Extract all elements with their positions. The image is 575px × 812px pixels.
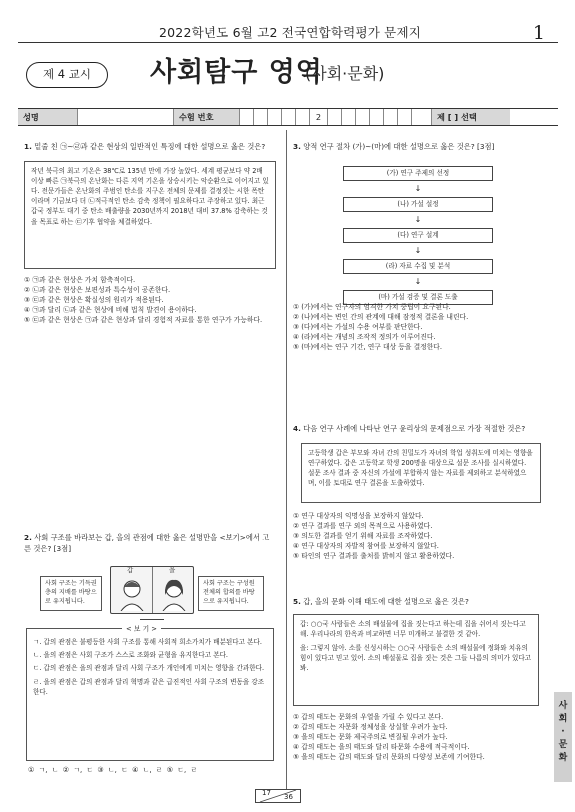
bogi-item-4: ㄹ. 을의 관점은 갑의 관점과 달리 혁명과 같은 급진적인 사회 구조의 변동을 강조한다.: [33, 677, 265, 696]
header-divider: [18, 42, 558, 43]
screen-split: [152, 567, 153, 613]
page-number: 1: [532, 22, 545, 44]
choice-4[interactable]: ④ ㉠과 달리 ㉡과 같은 현상에 비해 법칙 발견이 용이하다.: [24, 305, 197, 314]
choice-2[interactable]: ② 갑의 태도는 자문화 정체성을 상실할 우려가 높다.: [293, 722, 448, 731]
side-tab-char: 화: [558, 753, 568, 763]
side-tab-char: ·: [561, 727, 565, 737]
choice-1[interactable]: ① (가)에서는 연구자의 엄격한 가치 중립이 요구된다.: [293, 303, 451, 311]
flow-step-1: (가) 연구 주제의 선정: [343, 166, 493, 181]
question-stem: 1. 밑줄 친 ㉠~㉣과 같은 현상의 일반적인 특징에 대한 설명으로 옳은 것은?: [24, 142, 266, 151]
choice-3[interactable]: ③ 을의 태도는 문화 제국주의로 변질될 우려가 높다.: [293, 732, 448, 741]
arrow-down-icon: ↓: [414, 215, 422, 224]
subject-title: 사회탐구 영역: [150, 57, 323, 88]
dialogue-box: [293, 614, 539, 706]
flow-step-3: (다) 연구 설계: [343, 228, 493, 243]
bogi-box: [26, 625, 274, 761]
debate-illustration: [40, 566, 265, 620]
name-field[interactable]: [78, 109, 174, 125]
page-footer: [255, 789, 301, 803]
choice-5[interactable]: ⑤ 타인의 연구 결과를 출처를 밝히지 않고 활용하였다.: [293, 551, 455, 560]
choice-1[interactable]: ① ㉠과 같은 현상은 가치 함축적이다.: [24, 275, 136, 284]
bogi-title: < 보 기 >: [122, 624, 161, 635]
choice-2[interactable]: ② (나)에서는 변인 간의 관계에 대해 잠정적 결론을 내린다.: [293, 313, 469, 322]
choice-3[interactable]: ③ (다)에서는 가설의 수용 여부를 판단한다.: [293, 323, 423, 332]
passage-box: 작년 북극의 최고 기온은 38℃로 135년 만에 가장 높았다. 세계 평균보다 약 2배 이상 빠른 ㉠북극의 온난화는 다른 지역 기온을 상승시키는 악순환으로 이어지고 있다. 전문가들은 온난화의 주범인 탄소를 지구온 전체의 문제를 결정짓는 시한 폭탄이라며 기금보다 더 ㉡적극적인 탄소 감축 정책이 필요하다고 주장하고 있다. 최근 갑국 정부도 대기 중 탄소 배출량을 2030년까지 2018년 대비 37.8% 감축하는 것을 목표로 하는 ㉢기후 협약을 체결하였다.: [24, 161, 276, 269]
flow-step-4: (라) 자료 수집 및 분석: [343, 259, 493, 274]
exam-digit-cell[interactable]: [328, 109, 342, 125]
question-4: [293, 424, 548, 561]
subject-side-tab: [554, 692, 572, 782]
arrow-down-icon: ↓: [414, 184, 422, 193]
name-label: 성명: [18, 109, 78, 125]
arrow-down-icon: ↓: [414, 246, 422, 255]
choice-list: [293, 712, 548, 762]
question-stem: 2. 사회 구조를 바라보는 갑, 을의 관점에 대한 옳은 설명만을 <보기>에서 고른 것은? [3점]: [24, 533, 270, 553]
flow-step-2: (나) 가설 설정: [343, 197, 493, 212]
choice-5[interactable]: ⑤ 을의 태도는 갑의 태도와 달리 문화의 다양성 보존에 기여한다.: [293, 752, 485, 761]
choice-list: [24, 275, 276, 325]
question-5: [293, 597, 548, 762]
info-bar: [18, 108, 558, 126]
bogi-item-2: ㄴ. 을의 관점은 사회 구조가 스스로 조화와 균형을 유지한다고 본다.: [33, 651, 229, 660]
choice-1[interactable]: ① 연구 대상자의 익명성을 보장하지 않았다.: [293, 511, 424, 520]
exam-digit-fixed: 2: [310, 109, 328, 125]
choice-4[interactable]: ④ 갑의 태도는 을의 태도와 달리 타문화 수용에 적극적이다.: [293, 742, 470, 751]
side-tab-char: 문: [558, 740, 568, 750]
exam-number-label: 수험 번호: [174, 109, 240, 125]
speaker-label-a: 갑: [127, 566, 134, 574]
passage-box: 고등학생 갑은 부모와 자녀 간의 친밀도가 자녀의 학업 성취도에 미치는 영향을 연구하였다. 갑은 고등학교 학생 200명을 대상으로 설문 조사를 실시하였다. 설문 조사 결과 중 자신의 가설에 부합하지 않는 자료를 제외하고 분석하였으며, 이를 토대로 연구 결론을 도출하였다.: [301, 443, 541, 503]
question-1: [24, 142, 276, 325]
side-tab-char: 회: [558, 714, 568, 724]
choice-2[interactable]: ② ㉡과 같은 현상은 보편성과 특수성이 공존한다.: [24, 285, 171, 294]
flow-step-5: (마) 가설 검증 및 결론 도출: [343, 290, 493, 305]
footer-total: 36: [284, 793, 293, 801]
speech-bubble-a: 사회 구조는 기득권층의 지배를 바탕으로 유지됩니다.: [40, 576, 102, 611]
period-badge: 제 4 교시: [26, 62, 108, 88]
research-flowchart: [343, 166, 493, 305]
answer-choices[interactable]: ① ㄱ, ㄴ ② ㄱ, ㄷ ③ ㄴ, ㄷ ④ ㄴ, ㄹ ⑤ ㄷ, ㄹ: [28, 766, 198, 774]
speech-bubble-b: 사회 구조는 구성원 전체의 합의를 바탕으로 유지됩니다.: [198, 576, 264, 611]
exam-digit-cell[interactable]: [240, 109, 254, 125]
exam-digit-cell[interactable]: [254, 109, 268, 125]
choice-5[interactable]: ⑤ (마)에서는 연구 기간, 연구 대상 등을 결정한다.: [293, 343, 443, 352]
exam-digit-cell[interactable]: [296, 109, 310, 125]
speaker-label-b: 을: [169, 566, 176, 574]
question-3: [293, 142, 548, 153]
subject-subtitle: (사회·문화): [305, 64, 385, 83]
dialogue-b: 을: 그렇지 않아. 소를 신성시하는 ○○국 사람들은 소의 배설물에 정화와 치유의 힘이 있다고 믿고 있어. 소의 배설물로 집을 짓는 것은 그들 나름의 의미가 있다고 봐.: [300, 644, 532, 673]
dialogue-a: 갑: ○○국 사람들은 소의 배설물에 집을 짓는다고 하는데 집을 쉬어서 짓는다고 해. 우리나라의 한옥과 비교하면 너무 미개하고 불결한 것 같아.: [300, 619, 526, 638]
choice-4[interactable]: ④ (라)에서는 개념의 조작적 정의가 이루어진다.: [293, 333, 436, 342]
choice-4[interactable]: ④ 연구 대상자의 자발적 참여를 보장하지 않았다.: [293, 541, 439, 550]
question-stem: 4. 다음 연구 사례에 나타난 연구 윤리상의 문제점으로 가장 적절한 것은?: [293, 424, 526, 433]
bogi-item-3: ㄷ. 갑의 관점은 을의 관점과 달리 사회 구조가 개인에게 미치는 영향을 간과한다.: [33, 664, 265, 673]
choice-2[interactable]: ② 연구 결과를 연구 외의 목적으로 사용하였다.: [293, 521, 433, 530]
exam-digit-cell[interactable]: [370, 109, 384, 125]
exam-digit-cell[interactable]: [268, 109, 282, 125]
arrow-down-icon: ↓: [414, 277, 422, 286]
column-divider: [286, 130, 287, 790]
bogi-item-1: ㄱ. 갑의 관점은 불평등한 사회 구조를 통해 사회적 희소가치가 배분된다고 본다.: [33, 638, 262, 646]
footer-page: 17: [262, 789, 271, 797]
choice-5[interactable]: ⑤ ㉢과 같은 현상은 ㉠과 같은 현상과 달리 경험적 자료를 통한 연구가 가능하다.: [24, 315, 263, 324]
question-2: [24, 533, 276, 554]
choice-3[interactable]: ③ 의도한 결과를 얻기 위해 자료를 조작하였다.: [293, 531, 433, 540]
choice-1[interactable]: ① 갑의 태도는 문화의 우열을 가릴 수 있다고 본다.: [293, 712, 444, 721]
monitor-screen: [110, 566, 194, 614]
question-stem: 3. 양적 연구 절차 (가)~(마)에 대한 설명으로 옳은 것은? [3점]: [293, 142, 495, 151]
exam-digit-cell[interactable]: [356, 109, 370, 125]
choice-list: [293, 302, 548, 352]
exam-title: 2022학년도 6월 고2 전국연합학력평가 문제지: [158, 25, 421, 40]
monitor-stand: [140, 614, 164, 620]
choice-label: 제 [ ] 선택: [432, 109, 510, 125]
exam-digit-cell[interactable]: [398, 109, 412, 125]
spacer-cell: [412, 109, 432, 125]
side-tab-char: 사: [558, 701, 568, 711]
person-a-icon: [119, 577, 145, 611]
exam-digit-cell[interactable]: [342, 109, 356, 125]
person-b-icon: [161, 577, 187, 611]
choice-3[interactable]: ③ ㉢과 같은 현상은 확실성의 원리가 적용된다.: [24, 295, 164, 304]
question-stem: 5. 갑, 을의 문화 이해 태도에 대한 설명으로 옳은 것은?: [293, 597, 469, 606]
choice-list: [293, 511, 548, 561]
exam-digit-cell[interactable]: [282, 109, 296, 125]
exam-digit-cell[interactable]: [384, 109, 398, 125]
